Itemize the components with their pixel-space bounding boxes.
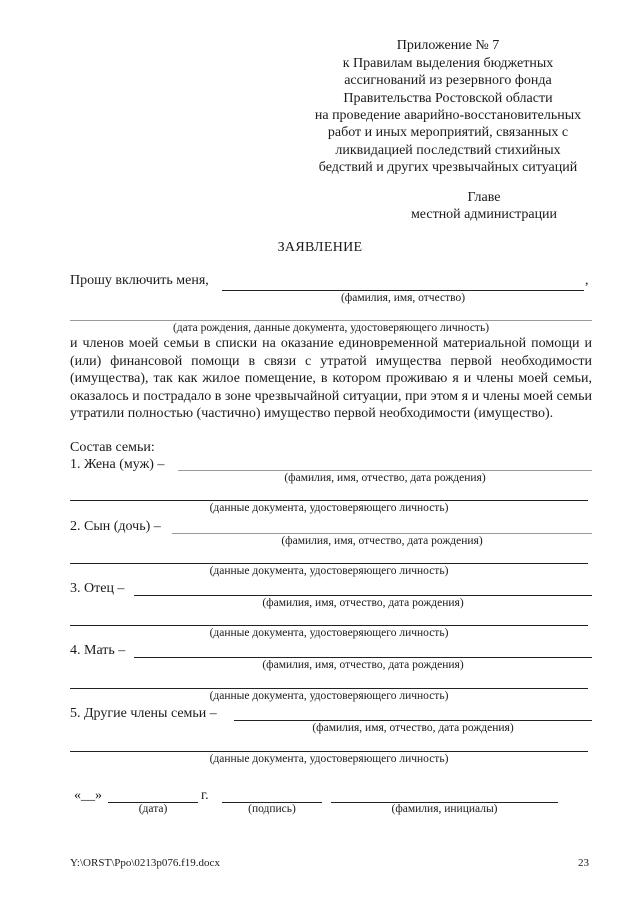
family-member-label: 4. Мать – — [70, 643, 126, 658]
family-member-name-field[interactable] — [178, 470, 592, 471]
family-member-name-field[interactable] — [172, 533, 592, 534]
family-member-label: 2. Сын (дочь) – — [70, 519, 161, 534]
family-member-label: 1. Жена (муж) – — [70, 457, 165, 472]
caption-signature: (подпись) — [248, 803, 296, 815]
family-member-document-field[interactable] — [70, 563, 588, 564]
footer-page-number: 23 — [578, 857, 589, 869]
caption-applicant-document: (дата рождения, данные документа, удостоверяющего личность) — [172, 322, 490, 334]
footer-file-path: Y:\ORST\Ppo\0213p076.f19.docx — [70, 857, 220, 869]
header-line: бедствий и других чрезвычайных ситуаций — [318, 160, 578, 175]
header-line: к Правилам выделения бюджетных — [342, 56, 554, 71]
family-member-name-field[interactable] — [134, 595, 592, 596]
caption-member-name: (фамилия, имя, отчество, дата рождения) — [262, 659, 464, 671]
caption-member-document: (данные документа, удостоверяющего личность) — [209, 565, 449, 577]
addressee-title: Главе — [467, 190, 501, 205]
date-day-placeholder: «__» — [74, 788, 102, 803]
header-line: работ и иных мероприятий, связанных с — [327, 125, 569, 140]
family-member-name-field[interactable] — [134, 657, 592, 658]
header-line: на проведение аварийно-восстановительных — [314, 108, 582, 123]
family-member-document-field[interactable] — [70, 500, 588, 501]
header-line: Правительства Ростовской области — [343, 91, 553, 106]
caption-member-document: (данные документа, удостоверяющего личность) — [209, 690, 449, 702]
header-line: Приложение № 7 — [396, 38, 500, 53]
header-line: ассигнований из резервного фонда — [344, 73, 552, 88]
caption-member-document: (данные документа, удостоверяющего личность) — [209, 502, 449, 514]
family-member-document-field[interactable] — [70, 625, 588, 626]
applicant-name-field[interactable] — [222, 290, 584, 291]
caption-member-name: (фамилия, имя, отчество, дата рождения) — [281, 535, 483, 547]
family-member-label: 3. Отец – — [70, 581, 125, 596]
family-member-name-field[interactable] — [234, 720, 592, 721]
family-heading: Состав семьи: — [70, 440, 155, 455]
caption-member-name: (фамилия, имя, отчество, дата рождения) — [312, 722, 514, 734]
family-member-document-field[interactable] — [70, 751, 588, 752]
statement-paragraph: и членов моей семьи в списки на оказание единовременной материальной помощи и (или) финансовой помощи в связи с утратой имущества первой необходимости (имущества), так как жилое помещение, в котором проживаю я и члены моей семьи, оказалось и пострадало в зоне чрезвычайной ситуации, при этом я и члены моей семьи утратили полностью (частично) имущество первой необходимости (имущество). — [70, 336, 592, 421]
caption-member-name: (фамилия, имя, отчество, дата рождения) — [262, 597, 464, 609]
caption-member-name: (фамилия, имя, отчество, дата рождения) — [284, 472, 486, 484]
family-member-document-field[interactable] — [70, 688, 588, 689]
request-prefix: Прошу включить меня, — [70, 273, 209, 288]
caption-signer-name: (фамилия, инициалы) — [391, 803, 498, 815]
caption-date: (дата) — [138, 803, 168, 815]
year-suffix: г. — [201, 788, 209, 803]
document-title: ЗАЯВЛЕНИЕ — [277, 240, 363, 255]
caption-member-document: (данные документа, удостоверяющего личность) — [209, 753, 449, 765]
header-line: ликвидацией последствий стихийных — [335, 143, 561, 158]
addressee-org: местной администрации — [410, 207, 558, 222]
applicant-document-field[interactable] — [70, 320, 592, 321]
request-comma: , — [585, 273, 589, 288]
caption-applicant-name: (фамилия, имя, отчество) — [340, 292, 466, 304]
caption-member-document: (данные документа, удостоверяющего личность) — [209, 627, 449, 639]
family-member-label: 5. Другие члены семьи – — [70, 706, 217, 721]
